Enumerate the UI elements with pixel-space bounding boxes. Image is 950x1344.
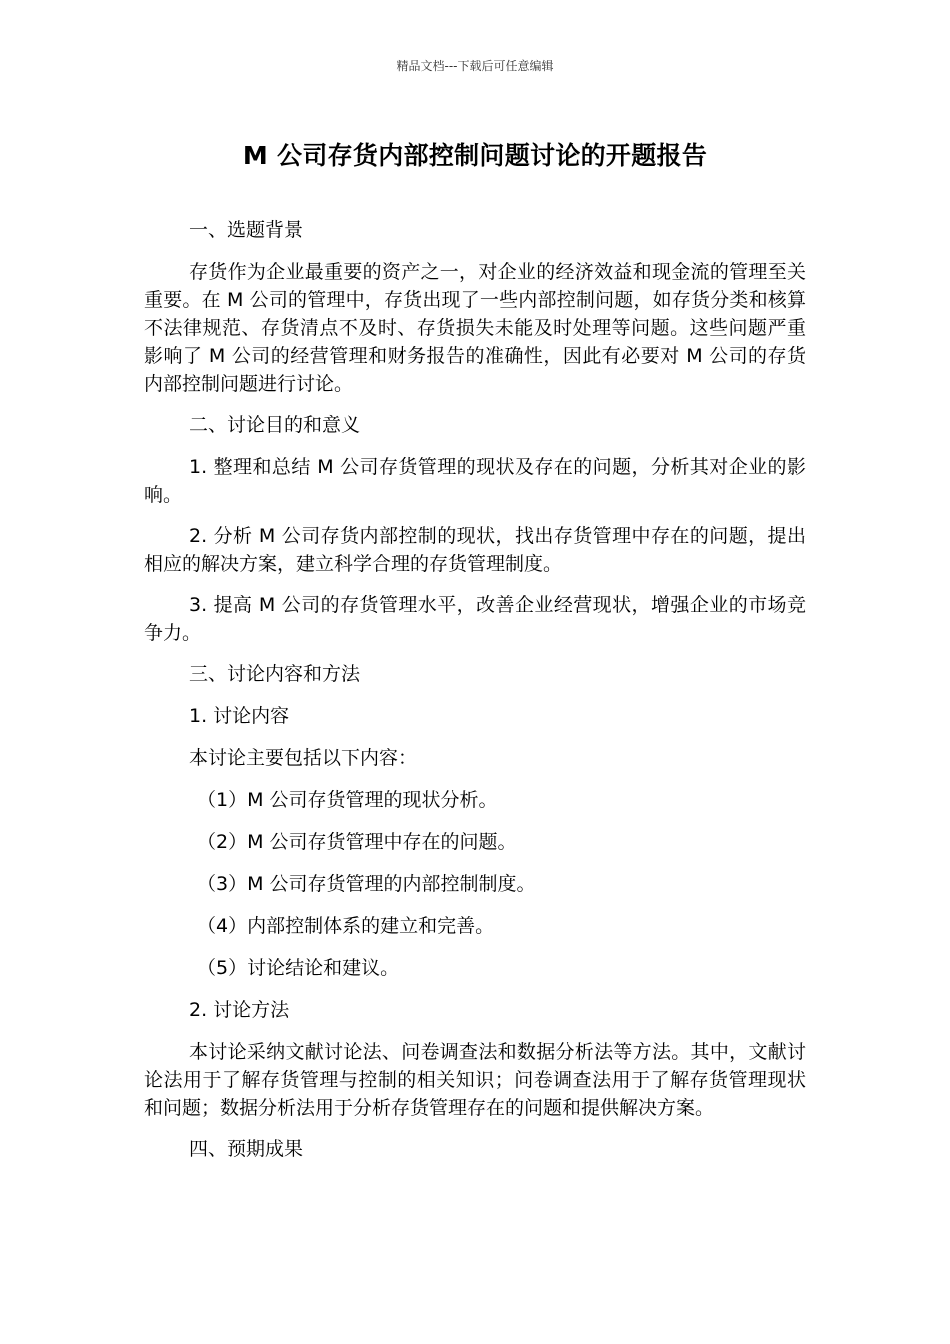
watermark-text: 精品文档---下载后可任意编辑 (396, 59, 554, 73)
section-heading-expected-results: 四、预期成果 (189, 1138, 304, 1160)
section-heading-background: 一、选题背景 (189, 219, 304, 241)
paragraph-background: 存货作为企业最重要的资产之一，对企业的经济效益和现金流的管理至关重要。在 M 公司的管理中，存货出现了一些内部控制问题，如存货分类和核算不法律规范、存货清点不及时、存货损失未能及时处理等问题。这些问题严重影响了 M 公司的经营管理和财务报告的准确性，因此有必要对 M 公司的存货内部控制问题进行讨论。 (144, 261, 806, 395)
list-item: （2）M 公司存货管理中存在的问题。 (197, 831, 517, 853)
list-item: （4）内部控制体系的建立和完善。 (197, 915, 495, 937)
section-heading-purpose: 二、讨论目的和意义 (189, 414, 361, 436)
document-title: M 公司存货内部控制问题讨论的开题报告 (242, 141, 708, 170)
subheading-content: 1. 讨论内容 (189, 705, 290, 727)
paragraph-purpose-3: 3. 提高 M 公司的存货管理水平，改善企业经营现状，增强企业的市场竞争力。 (144, 594, 806, 644)
paragraph-method: 本讨论采纳文献讨论法、问卷调查法和数据分析法等方法。其中，文献讨论法用于了解存货管理与控制的相关知识；问卷调查法用于了解存货管理现状和问题；数据分析法用于分析存货管理存在的问题和提供解决方案。 (144, 1041, 806, 1119)
document-body (144, 216, 806, 1177)
list-item: （5）讨论结论和建议。 (197, 957, 400, 979)
paragraph-purpose-2: 2. 分析 M 公司存货内部控制的现状，找出存货管理中存在的问题，提出相应的解决方案，建立科学合理的存货管理制度。 (144, 525, 806, 575)
list-item: （3）M 公司存货管理的内部控制制度。 (197, 873, 536, 895)
paragraph-purpose-1: 1. 整理和总结 M 公司存货管理的现状及存在的问题，分析其对企业的影响。 (144, 456, 806, 506)
paragraph-content-intro: 本讨论主要包括以下内容： (189, 747, 418, 769)
list-item: （1）M 公司存货管理的现状分析。 (197, 789, 498, 811)
subheading-method: 2. 讨论方法 (189, 999, 290, 1021)
section-heading-content-method: 三、讨论内容和方法 (189, 663, 361, 685)
